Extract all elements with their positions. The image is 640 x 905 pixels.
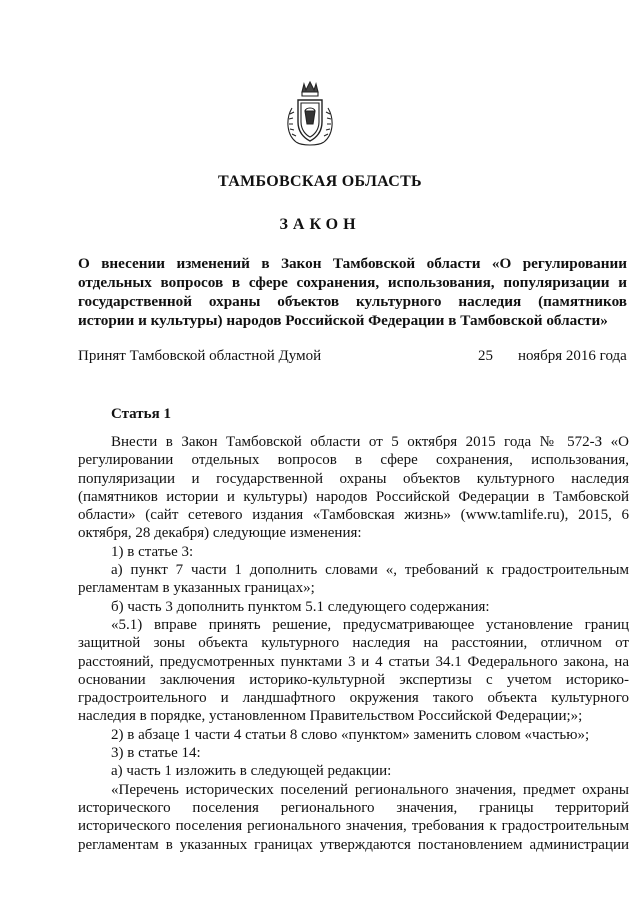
- law-title-line: истории и культуры) народов Российской Федерации в Тамбовской области»: [78, 312, 608, 329]
- law-title: [78, 254, 627, 330]
- law-title-line: отдельных вопросов в сфере сохранения, использования, популяризации и: [78, 274, 627, 291]
- adopted-by-label: Принят Тамбовской областной Думой: [78, 348, 322, 364]
- body-line: «Перечень исторических поселений регионального значения, предмет охраны: [111, 781, 629, 798]
- body-line: расстояний, предусмотренных пунктами 3 и 4 статьи 34.1 Федерального закона, на: [78, 653, 629, 670]
- article-heading: Статья 1: [111, 406, 171, 422]
- body-line: наследия в порядке, установленном Правительством Российской Федерации;»;: [78, 708, 583, 725]
- body-line: области» (сайт сетевого издания «Тамбовская жизнь» (www.tamlife.ru), 2015, 6: [78, 507, 629, 524]
- body-line: «5.1) вправе принять решение, предусматривающее установление границ: [111, 616, 629, 633]
- body-line: а) часть 1 изложить в следующей редакции:: [111, 763, 392, 780]
- adopted-day: 25: [478, 348, 493, 364]
- body-line: октября, 28 декабря) следующие изменения:: [78, 525, 362, 542]
- body-line: 1) в статье 3:: [111, 543, 194, 560]
- law-title-line: государственной охраны объектов культурного наследия (памятников: [78, 293, 627, 310]
- article-body: [78, 433, 629, 854]
- region-heading: ТАМБОВСКАЯ ОБЛАСТЬ: [218, 173, 422, 190]
- body-line: а) пункт 7 части 1 дополнить словами «, требований к градостроительным: [111, 562, 629, 579]
- body-line: регулировании отдельных вопросов в сфере сохранения, использования,: [78, 452, 629, 469]
- body-line: основании заключения историко-культурной экспертизы с учетом историко-: [78, 671, 629, 688]
- body-line: исторического поселения регионального значения, границы территорий: [78, 799, 629, 816]
- law-title-line: О внесении изменений в Закон Тамбовской области «О регулировании: [78, 255, 627, 272]
- body-line: (памятников истории и культуры) народов Российской Федерации в Тамбовской: [78, 488, 629, 505]
- body-line: защитной зоны объекта культурного наследия на расстоянии, отличном от: [78, 635, 629, 652]
- body-line: 2) в абзаце 1 части 4 статьи 8 слово «пунктом» заменить словом «частью»;: [111, 726, 590, 743]
- coat-of-arms-icon: [284, 78, 336, 150]
- body-line: Внести в Закон Тамбовской области от 5 октября 2015 года № 572-З «О: [111, 434, 629, 450]
- body-line: исторического поселения регионального значения, требования к градостроительным: [78, 818, 629, 835]
- body-line: б) часть 3 дополнить пунктом 5.1 следующего содержания:: [111, 598, 490, 615]
- document-type-heading: ЗАКОН: [279, 216, 361, 233]
- body-line: градостроительного и ландшафтного окружения такого объекта культурного: [78, 690, 629, 707]
- body-line: 3) в статье 14:: [111, 745, 201, 762]
- body-line: регламентам в указанных границах»;: [78, 580, 315, 597]
- body-line: регламентам в указанных границах утверждаются постановлением администрации: [78, 836, 629, 853]
- adopted-month-year: ноября 2016 года: [518, 348, 627, 364]
- body-line: популяризации и государственной охраны объектов культурного наследия: [78, 470, 629, 487]
